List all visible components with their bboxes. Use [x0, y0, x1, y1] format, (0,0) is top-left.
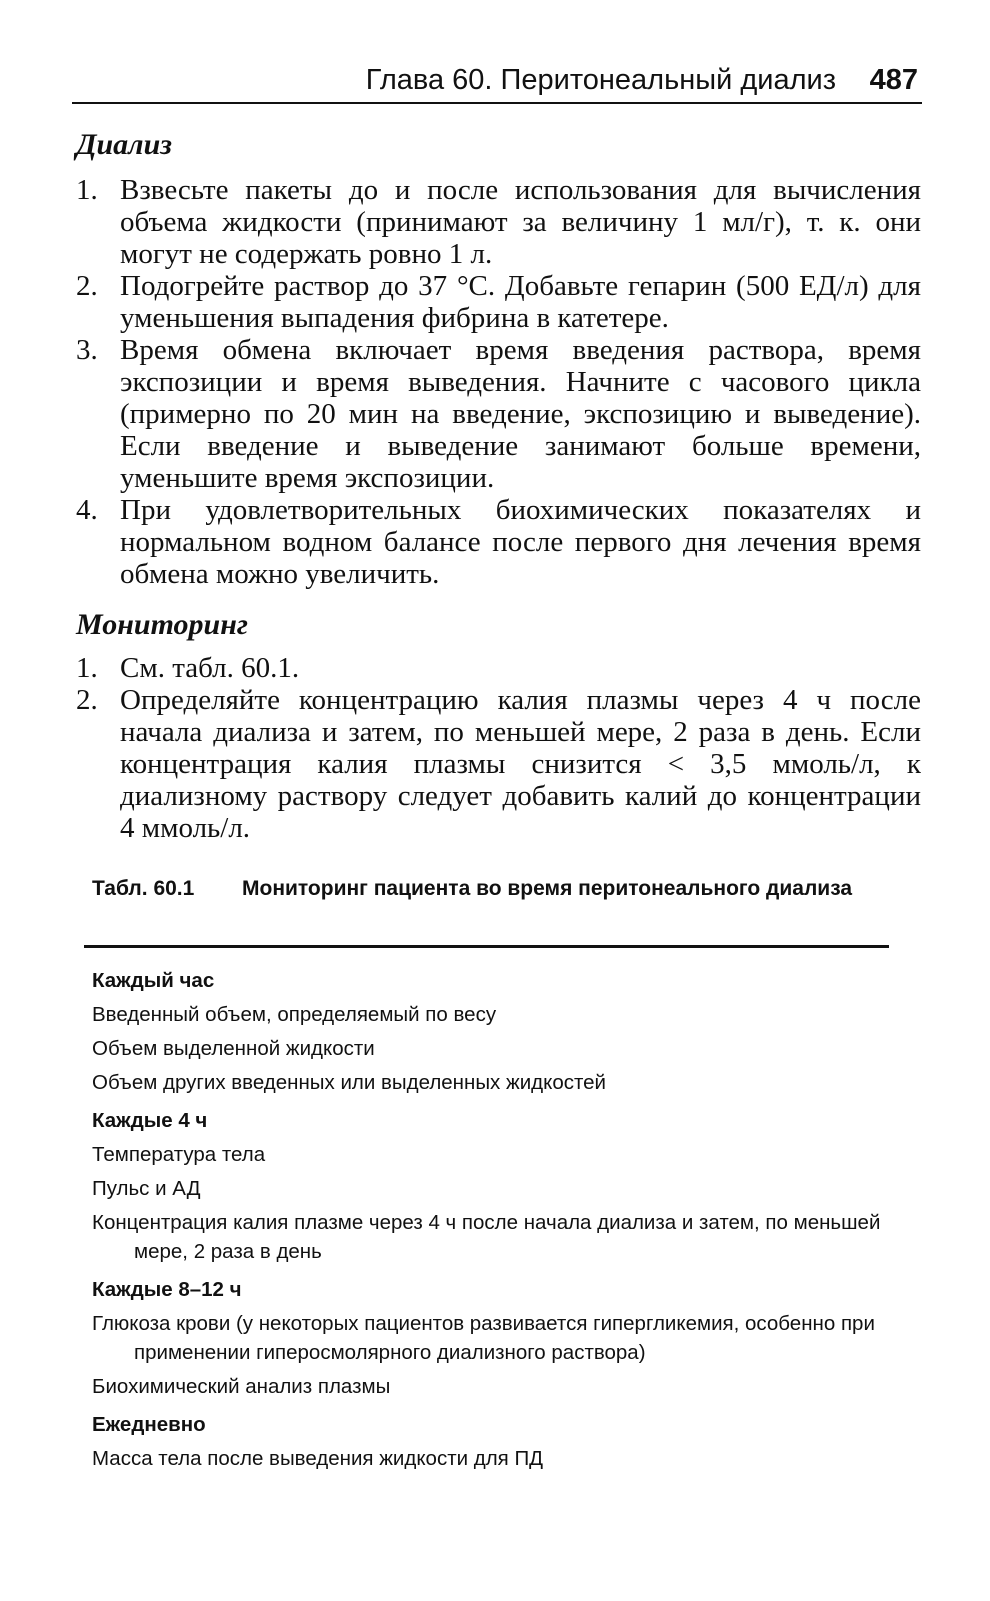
item-number: 2. — [76, 684, 98, 716]
group-heading: Каждые 8–12 ч — [92, 1278, 242, 1301]
item-text: Взвесьте пакеты до и после использования для вычисления объема жидкости (принимают за величину 1 мл/г), т. к. они могут не содержать ровно 1 л. — [120, 174, 921, 270]
item-number: 2. — [76, 270, 98, 302]
table-row: Температура тела — [92, 1143, 266, 1166]
page-number: 487 — [869, 64, 918, 96]
table-row: Объем выделенной жидкости — [92, 1037, 375, 1060]
table-rule — [84, 945, 889, 948]
table-row: Объем других введенных или выделенных жидкостей — [92, 1071, 606, 1094]
item-number: 3. — [76, 334, 98, 366]
item-text: Подогрейте раствор до 37 °С. Добавьте гепарин (500 ЕД/л) для уменьшения выпадения фибрина в катетере. — [120, 270, 921, 334]
group-heading: Каждый час — [92, 969, 215, 992]
dialysis-steps-list — [76, 174, 921, 590]
table-row: Концентрация калия плазме через 4 ч после начала диализа и затем, по меньшей мере, 2 раза в день — [92, 1211, 881, 1263]
item-number: 1. — [76, 652, 98, 684]
list-item — [76, 684, 921, 844]
item-number: 4. — [76, 494, 98, 526]
item-text: Определяйте концентрацию калия плазмы через 4 ч после начала диализа и затем, по меньшей мере, 2 раза в день. Если концентрация калия плазмы снизится < 3,5 ммоль/л, к диализному раствору следует добавить калий до концентрации 4 ммоль/л. — [120, 684, 921, 844]
section-title-dialysis: Диализ — [76, 128, 172, 161]
table-row: Глюкоза крови (у некоторых пациентов развивается гипергликемия, особенно при применении гиперосмолярного диализного раствора) — [92, 1312, 875, 1364]
section-title-monitoring: Мониторинг — [76, 608, 248, 641]
table-row: Биохимический анализ плазмы — [92, 1375, 391, 1398]
monitoring-steps-list — [76, 652, 921, 844]
monitoring-table — [92, 966, 887, 1473]
table-title: Мониторинг пациента во время перитонеального диализа — [242, 877, 853, 900]
table-group — [92, 1106, 887, 1266]
table-number: Табл. 60.1 — [92, 877, 195, 900]
item-text: При удовлетворительных биохимических показателях и нормальном водном балансе после первого дня лечения время обмена можно увеличить. — [120, 494, 921, 590]
item-text: См. табл. 60.1. — [120, 652, 300, 684]
table-group — [92, 966, 887, 1097]
table-group — [92, 1275, 887, 1401]
list-item — [76, 270, 921, 334]
table-row: Масса тела после выведения жидкости для ПД — [92, 1447, 544, 1470]
group-heading: Ежедневно — [92, 1413, 206, 1436]
list-item — [76, 334, 921, 494]
list-item — [76, 174, 921, 270]
running-header — [72, 58, 922, 104]
table-row: Введенный объем, определяемый по весу — [92, 1003, 497, 1026]
list-item — [76, 494, 921, 590]
table-row: Пульс и АД — [92, 1177, 201, 1200]
table-group — [92, 1410, 887, 1473]
item-number: 1. — [76, 174, 98, 206]
group-heading: Каждые 4 ч — [92, 1109, 208, 1132]
chapter-title: Глава 60. Перитонеальный диализ — [365, 64, 836, 96]
list-item — [76, 652, 921, 684]
item-text: Время обмена включает время введения раствора, время экспозиции и время выведения. Начните с часового цикла (примерно по 20 мин на введение, экспозицию и выведение). Если введение и выведение занимают больше времени, уменьшите время экспозиции. — [120, 334, 921, 494]
